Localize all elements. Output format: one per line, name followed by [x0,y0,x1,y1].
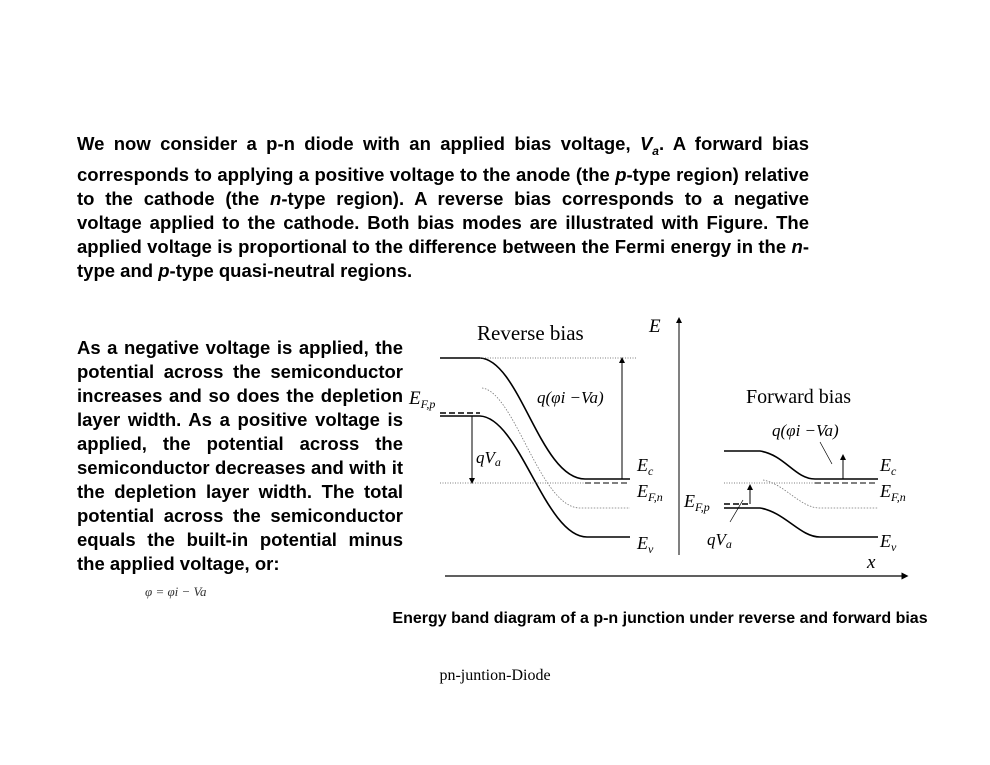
intro-paragraph: We now consider a p-n diode with an applied bias voltage, $V_a$. A forward bias corresponds to applying a positive voltage to the anode (the p-type region) relative to the cathode (the n-type region). A reverse bias corresponds to a negative voltage applied to the cathode. Both bias modes are illustrated with Figure. The applied voltage is proportional to the difference between the Fermi energy in the n-type and p-type quasi-neutral regions. [77,133,810,281]
reverse-efn-label: $E_{F,n}$ [637,481,663,504]
position-axis-label: x [867,552,876,573]
reverse-qva-label: qVa [476,448,501,469]
potential-formula: φ = φi − Va [145,584,207,599]
reverse-ec-label: $E_c$ [637,455,654,478]
forward-efp-label: $E_{F,p}$ [684,491,710,514]
figure-caption: Energy band diagram of a p-n junction under reverse and forward bias [392,610,928,627]
forward-valence-band [724,508,878,537]
reverse-bias-title: Reverse bias [477,321,584,345]
forward-barrier-label: q(φi −Va) [772,421,839,440]
reverse-valence-band [440,416,630,537]
reverse-efp-label: $E_{F,p}$ [409,388,436,411]
forward-ev-label: $E_v$ [880,531,897,554]
forward-conduction-band [724,451,878,479]
reverse-conduction-band [440,358,630,479]
reverse-ev-label: $E_v$ [637,533,654,556]
forward-qva-label: qVa [707,530,732,551]
forward-bias-title: Forward bias [746,386,851,408]
bias-explanation-paragraph: As a negative voltage is applied, the potential across the semiconductor increases and so does the depletion layer width. As a positive voltage is applied, the potential across the semiconductor decreases and with it the depletion layer width. The total potential across the semiconductor equals the built-in potential minus the applied voltage, or: [77,337,403,574]
forward-efn-label: $E_{F,n}$ [880,481,906,504]
forward-intrinsic-level [763,480,878,508]
forward-ec-label: $E_c$ [880,455,897,478]
reverse-barrier-label: q(φi −Va) [537,388,604,407]
energy-axis-label: E [649,316,661,337]
slide-footer: pn-juntion-Diode [439,667,551,684]
